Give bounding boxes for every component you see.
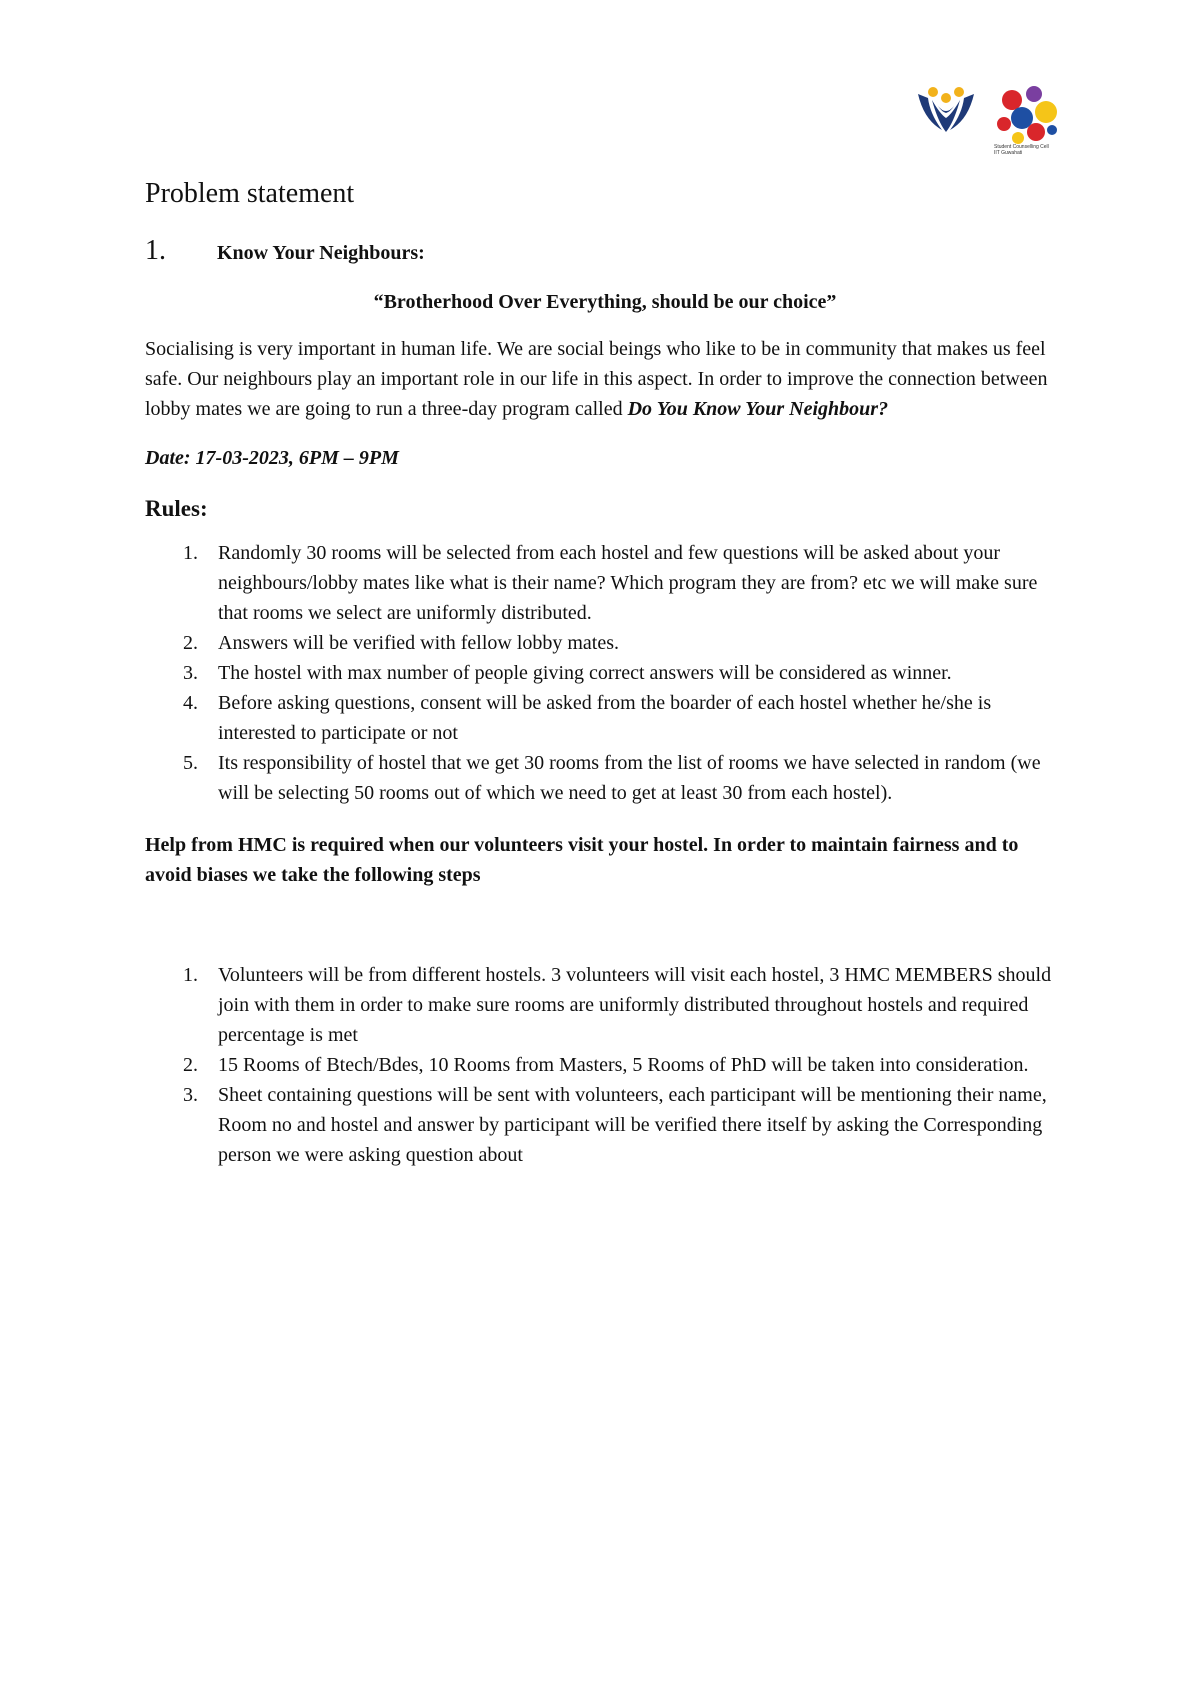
logo-caption-line1: Student Counselling Cell bbox=[994, 144, 1049, 150]
people-logo-icon bbox=[912, 80, 980, 142]
rule-item bbox=[145, 688, 1065, 748]
logo-caption-line2: IIT Guwahati bbox=[994, 150, 1023, 156]
rule-number: 4. bbox=[183, 692, 198, 714]
slogan: “Brotherhood Over Everything, should be our choice” bbox=[373, 291, 837, 313]
rule-item bbox=[145, 628, 1065, 658]
steps-list bbox=[145, 960, 1065, 1170]
puzzle-logo-icon bbox=[992, 84, 1064, 152]
rule-text: Before asking questions, consent will be asked from the boarder of each hostel whether he/she is interested to participate or not bbox=[218, 692, 992, 744]
rule-item bbox=[145, 538, 1065, 628]
rule-number: 1. bbox=[183, 542, 198, 564]
rule-item bbox=[145, 658, 1065, 688]
rule-number: 5. bbox=[183, 752, 198, 774]
step-number: 2. bbox=[183, 1054, 198, 1076]
step-item bbox=[145, 1050, 1065, 1080]
intro-text: Socialising is very important in human life. We are social beings who like to be in community that makes us feel safe. Our neighbours play an important role in our life in this aspect. In order to improve the connection between lobby mates we are going to run a three-day program called bbox=[145, 338, 1048, 420]
intro-paragraph bbox=[145, 334, 1065, 424]
step-text: Volunteers will be from different hostels. 3 volunteers will visit each hostel, 3 HMC MEMBERS should join with them in order to make sure rooms are uniformly distributed throughout hostels and required percentage is met bbox=[218, 964, 1052, 1046]
section-number: 1. bbox=[145, 235, 166, 266]
rules-list bbox=[145, 538, 1065, 808]
help-paragraph: Help from HMC is required when our volunteers visit your hostel. In order to maintain fairness and to avoid biases we take the following steps bbox=[145, 834, 1019, 886]
rule-number: 3. bbox=[183, 662, 198, 684]
step-number: 3. bbox=[183, 1084, 198, 1106]
step-number: 1. bbox=[183, 964, 198, 986]
page-title: Problem statement bbox=[145, 178, 355, 209]
rules-heading: Rules: bbox=[145, 496, 208, 521]
rule-item bbox=[145, 748, 1065, 808]
rule-text: Randomly 30 rooms will be selected from each hostel and few questions will be asked about your neighbours/lobby mates like what is their name? Which program they are from? etc we will make sure that rooms we select are uniformly distributed. bbox=[218, 542, 1038, 624]
document-body bbox=[145, 176, 1065, 1170]
section-heading bbox=[145, 234, 1065, 268]
program-name: Do You Know Your Neighbour? bbox=[627, 398, 889, 420]
rule-text: Its responsibility of hostel that we get 30 rooms from the list of rooms we have selected in random (we will be selecting 50 rooms out of which we need to get at least 30 from each hostel). bbox=[218, 752, 1041, 804]
section-label: Know Your Neighbours: bbox=[217, 242, 425, 264]
event-date: Date: 17-03-2023, 6PM – 9PM bbox=[145, 447, 399, 469]
logo-caption bbox=[994, 144, 1060, 156]
step-text: 15 Rooms of Btech/Bdes, 10 Rooms from Masters, 5 Rooms of PhD will be taken into consideration. bbox=[218, 1054, 1029, 1076]
header-logos bbox=[912, 80, 1072, 160]
rule-text: Answers will be verified with fellow lobby mates. bbox=[218, 632, 620, 654]
step-item bbox=[145, 960, 1065, 1050]
step-item bbox=[145, 1080, 1065, 1170]
step-text: Sheet containing questions will be sent with volunteers, each participant will be mentioning their name, Room no and hostel and answer by participant will be verified there itself by asking the Corresponding person we were asking question about bbox=[218, 1084, 1047, 1166]
rule-number: 2. bbox=[183, 632, 198, 654]
rule-text: The hostel with max number of people giving correct answers will be considered as winner. bbox=[218, 662, 952, 684]
